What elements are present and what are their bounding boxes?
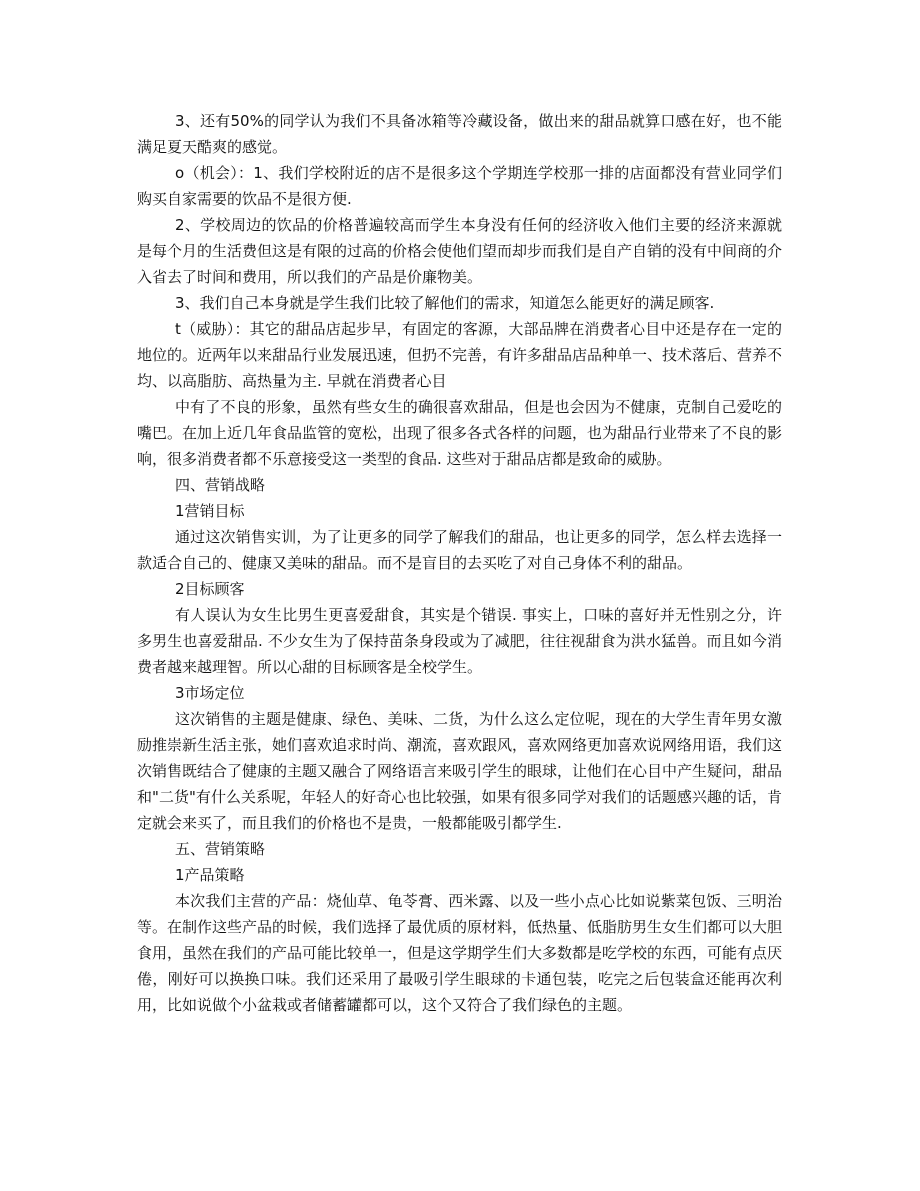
paragraph-threat: t（威胁）：其它的甜品店起步早，有固定的客源，大部品牌在消费者心目中还是存在一定的地位的。近两年以来甜品行业发展迅速，但扔不完善，有许多甜品店品种单一、技术落后、营养不均、以高脂肪、高热量为主. 早就在消费者心目: [137, 320, 783, 390]
section-heading-marketing-strategy: 四、营销战略: [175, 476, 266, 494]
paragraph-opportunity-1: o（机会）：1、我们学校附近的店不是很多这个学期连学校那一排的店面都没有营业同学们购买自家需要的饮品不是很方便.: [137, 164, 782, 208]
paragraph-marketing-goal: 通过这次销售实训，为了让更多的同学了解我们的甜品，也让更多的同学，怎么样去选择一款适合自己的、健康又美味的甜品。而不是盲目的去买吃了对自己身体不利的甜品。: [137, 528, 782, 572]
subheading-target-customers: 2目标顾客: [175, 580, 245, 598]
document-page: [137, 108, 782, 1018]
paragraph-product-strategy: 本次我们主营的产品：烧仙草、龟苓膏、西米露、以及一些小点心比如说紫菜包饭、三明治等。在制作这些产品的时候，我们选择了最优质的原材料，低热量、低脂肪男生女生们都可以大胆食用，虽然在我们的产品可能比较单一，但是这学期学生们大多数都是吃学校的东西，可能有点厌倦，刚好可以换换口味。我们还采用了最吸引学生眼球的卡通包装，吃完之后包装盒还能再次利用，比如说做个小盆栽或者储蓄罐都可以，这个又符合了我们绿色的主题。: [137, 892, 783, 1014]
paragraph-market-positioning: 这次销售的主题是健康、绿色、美味、二货，为什么这么定位呢，现在的大学生青年男女激励推崇新生活主张，她们喜欢追求时尚、潮流，喜欢跟风，喜欢网络更加喜欢说网络用语，我们这次销售既结合了健康的主题又融合了网络语言来吸引学生的眼球，让他们在心目中产生疑问，甜品和"二货"有什么关系呢，年轻人的好奇心也比较强，如果有很多同学对我们的话题感兴趣的话，肯定就会来买了，而且我们的价格也不是贵，一般都能吸引都学生.: [137, 710, 783, 832]
subheading-marketing-goal: 1营销目标: [175, 502, 245, 520]
subheading-product-strategy: 1产品策略: [175, 866, 245, 884]
paragraph-target-customers: 有人误认为女生比男生更喜爱甜食，其实是个错误. 事实上，口味的喜好并无性别之分，许多男生也喜爱甜品. 不少女生为了保持苗条身段或为了减肥，往往视甜食为洪水猛兽。而且如今消费者越来越理智。所以心甜的目标顾客是全校学生。: [137, 606, 782, 676]
paragraph-opportunity-3: 3、我们自己本身就是学生我们比较了解他们的需求，知道怎么能更好的满足顾客.: [175, 294, 715, 312]
paragraph-opportunity-2: 2、学校周边的饮品的价格普遍较高而学生本身没有任何的经济收入他们主要的经济来源就是每个月的生活费但这是有限的过高的价格会使他们望而却步而我们是自产自销的没有中间商的介入省去了时间和费用，所以我们的产品是价廉物美。: [137, 216, 783, 286]
subheading-market-positioning: 3市场定位: [175, 684, 245, 702]
paragraph-weakness-3: 3、还有50%的同学认为我们不具备冰箱等冷藏设备，做出来的甜品就算口感在好，也不能满足夏天酷爽的感觉。: [137, 112, 782, 156]
section-heading-marketing-tactics: 五、营销策略: [175, 840, 266, 858]
paragraph-threat-continued: 中有了不良的形象，虽然有些女生的确很喜欢甜品，但是也会因为不健康，克制自己爱吃的嘴巴。在加上近几年食品监管的宽松，出现了很多各式各样的问题，也为甜品行业带来了不良的影响，很多消费者都不乐意接受这一类型的食品. 这些对于甜品店都是致命的威胁。: [137, 398, 783, 468]
